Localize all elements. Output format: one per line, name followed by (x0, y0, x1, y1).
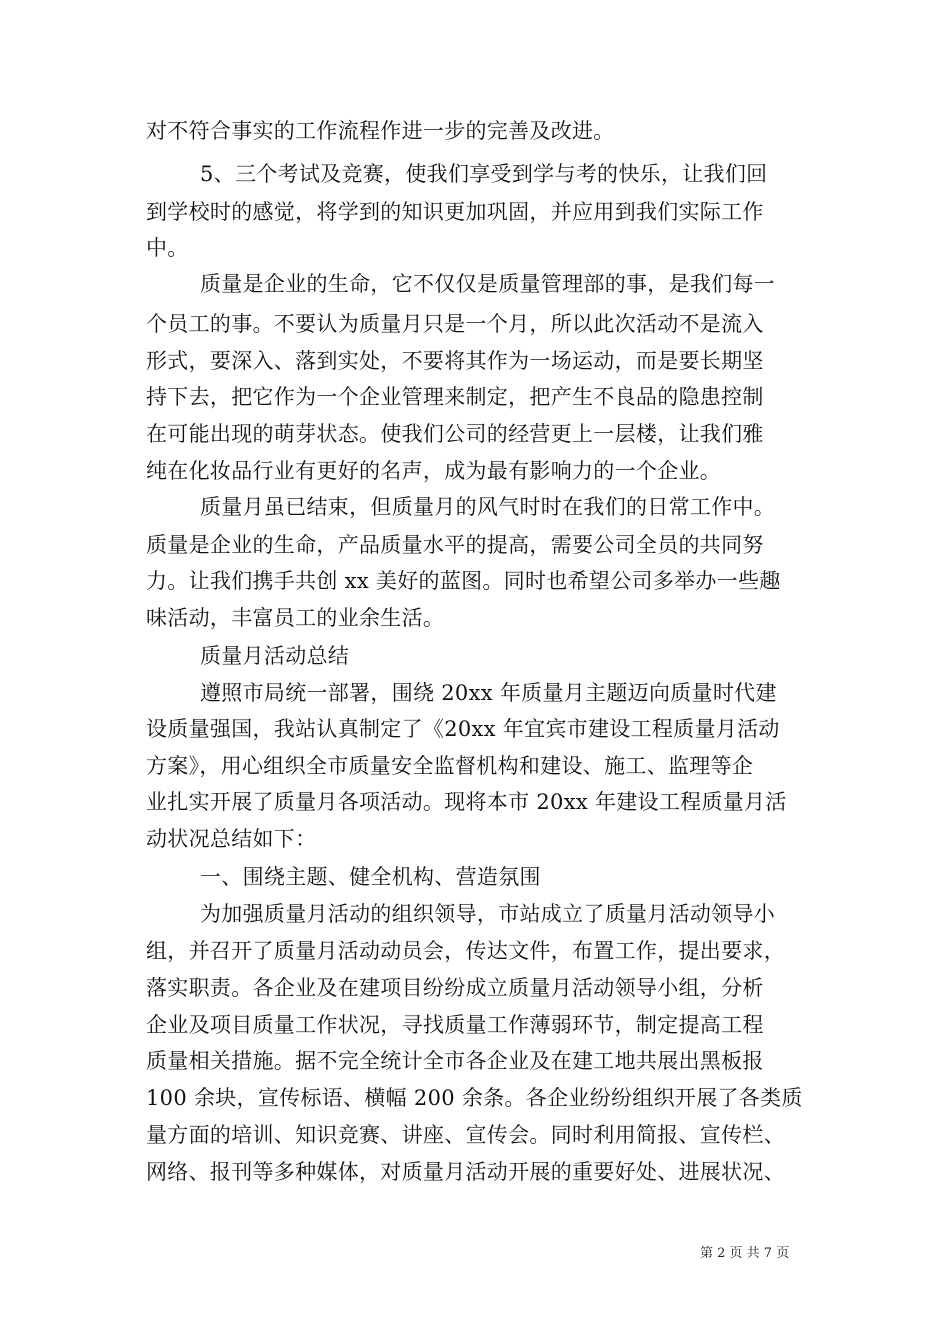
text-line: 100 余块，宣传标语、横幅 200 余条。各企业纷纷组织开展了各类质 (146, 1086, 803, 1110)
text-line: 为加强质量月活动的组织领导，市站成立了质量月活动领导小 (200, 902, 776, 926)
text-line: 组，并召开了质量月活动动员会，传达文件，布置工作，提出要求， (146, 939, 785, 963)
text-line: 中。 (146, 236, 189, 260)
text-line: 业扎实开展了质量月各项活动。现将本市 20xx 年建设工程质量月活 (146, 790, 787, 814)
text-line: 形式，要深入、落到实处，不要将其作为一场运动，而是要长期坚 (146, 349, 764, 373)
text-line: 力。让我们携手共创 xx 美好的蓝图。同时也希望公司多举办一些趣 (146, 569, 781, 593)
text-line: 持下去，把它作为一个企业管理来制定，把产生不良品的隐患控制 (146, 385, 764, 409)
text-line: 质量是企业的生命，它不仅仅是质量管理部的事，是我们每一 (200, 272, 776, 296)
section-title: 质量月活动总结 (200, 644, 350, 668)
text-line: 5、三个考试及竞赛，使我们享受到学与考的快乐，让我们回 (200, 162, 768, 186)
text-line: 质量是企业的生命，产品质量水平的提高，需要公司全员的共同努 (146, 533, 764, 557)
text-line: 遵照市局统一部署，围绕 20xx 年质量月主题迈向质量时代建 (200, 681, 777, 705)
text-line: 个员工的事。不要认为质量月只是一个月，所以此次活动不是流入 (146, 312, 764, 336)
text-line: 方案》，用心组织全市质量安全监督机构和建设、施工、监理等企 (146, 754, 754, 778)
text-line: 企业及项目质量工作状况，寻找质量工作薄弱环节，制定提高工程 (146, 1013, 764, 1037)
text-line: 量方面的培训、知识竞赛、讲座、宣传会。同时利用简报、宣传栏、 (146, 1123, 785, 1147)
text-line: 网络、报刊等多种媒体，对质量月活动开展的重要好处、进展状况、 (146, 1160, 785, 1184)
text-line: 味活动，丰富员工的业余生活。 (146, 606, 445, 630)
text-line: 对不符合事实的工作流程作进一步的完善及改进。 (146, 119, 615, 143)
text-line: 纯在化妆品行业有更好的名声，成为最有影响力的一个企业。 (146, 459, 722, 483)
text-line: 动状况总结如下： (146, 827, 317, 851)
text-line: 在可能出现的萌芽状态。使我们公司的经营更上一层楼，让我们雅 (146, 422, 764, 446)
text-line: 质量相关措施。据不完全统计全市各企业及在建工地共展出黑板报 (146, 1049, 764, 1073)
text-line: 设质量强国，我站认真制定了《20xx 年宜宾市建设工程质量月活动 (146, 717, 780, 741)
text-line: 到学校时的感觉，将学到的知识更加巩固，并应用到我们实际工作 (146, 200, 764, 224)
section-heading: 一、围绕主题、健全机构、营造氛围 (200, 865, 541, 889)
text-line: 落实职责。各企业及在建项目纷纷成立质量月活动领导小组，分析 (146, 976, 764, 1000)
page-number: 第 2 页 共 7 页 (700, 1246, 790, 1261)
text-line: 质量月虽已结束，但质量月的风气时时在我们的日常工作中。 (200, 495, 776, 519)
